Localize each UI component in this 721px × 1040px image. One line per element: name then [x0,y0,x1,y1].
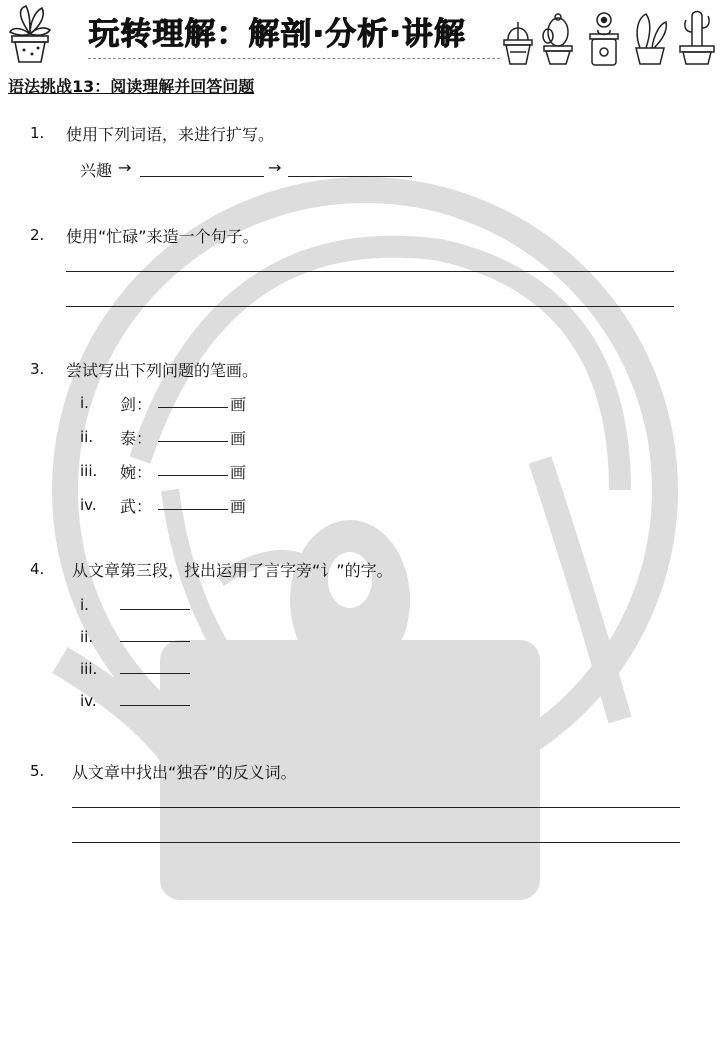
q3-item-1-blank[interactable] [158,407,228,408]
leafy-cactus-icon [636,14,666,64]
q3-item-3-unit: 画 [230,463,247,482]
q4-item-3-roman: iii. [80,660,98,678]
answer-line-1a[interactable] [140,176,264,177]
q3-item-4-char: 武： [120,497,153,516]
question-3-text: 尝试写出下列问题的笔画。 [66,361,259,380]
question-4-number: 4. [30,560,45,578]
q3-item-2-roman: ii. [80,428,94,446]
q3-item-1-unit: 画 [230,395,247,414]
question-1-text: 使用下列词语，来进行扩写。 [66,125,275,144]
q4-item-3-blank[interactable] [120,673,190,674]
q3-item-2-char: 泰： [120,429,153,448]
tall-cactus-icon [680,12,714,65]
question-5-text: 从文章中找出“独吞”的反义词。 [72,763,297,782]
q4-item-4-roman: iv. [80,692,97,710]
arrow-2: → [268,158,282,177]
page-title: 玩转理解：解剖·分析·讲解 [88,16,466,52]
q3-item-1-char: 剑： [120,395,153,414]
question-2-number: 2. [30,226,45,244]
answer-line-1b[interactable] [288,176,412,177]
title-divider [88,58,500,59]
q3-item-2-unit: 画 [230,429,247,448]
exercise-heading: 语法挑战13：阅读理解并回答问题 [8,77,255,96]
cactus-pot-icon [504,22,532,64]
answer-line-5b[interactable] [72,842,680,843]
q3-item-4-unit: 画 [230,497,247,516]
q4-item-2-roman: ii. [80,628,94,646]
q4-item-1-roman: i. [80,596,89,614]
q4-item-1-blank[interactable] [120,609,190,610]
question-1-number: 1. [30,124,45,142]
q3-item-4-blank[interactable] [158,509,228,510]
q3-item-4-roman: iv. [80,496,97,514]
q4-item-4-blank[interactable] [120,705,190,706]
answer-line-2b[interactable] [66,306,674,307]
answer-line-5a[interactable] [72,807,680,808]
jar-cactus-icon [590,13,618,65]
question-4-text: 从文章第三段，找出运用了言字旁“讠”的字。 [72,561,393,580]
question-5-number: 5. [30,762,45,780]
q3-item-3-blank[interactable] [158,475,228,476]
round-cactus-icon [543,14,572,64]
q4-item-2-blank[interactable] [120,641,190,642]
q3-item-3-roman: iii. [80,462,98,480]
question-1-word: 兴趣 [80,161,113,180]
cactus-icons-row [500,8,718,68]
arrow-1: → [118,158,132,177]
q3-item-3-char: 婉： [120,463,153,482]
watermark-illustration [20,160,710,920]
q3-item-2-blank[interactable] [158,441,228,442]
q3-item-1-roman: i. [80,394,89,412]
plant-pot-icon [6,4,54,66]
question-3-number: 3. [30,360,45,378]
question-2-text: 使用“忙碌”来造一个句子。 [66,227,259,246]
answer-line-2a[interactable] [66,271,674,272]
